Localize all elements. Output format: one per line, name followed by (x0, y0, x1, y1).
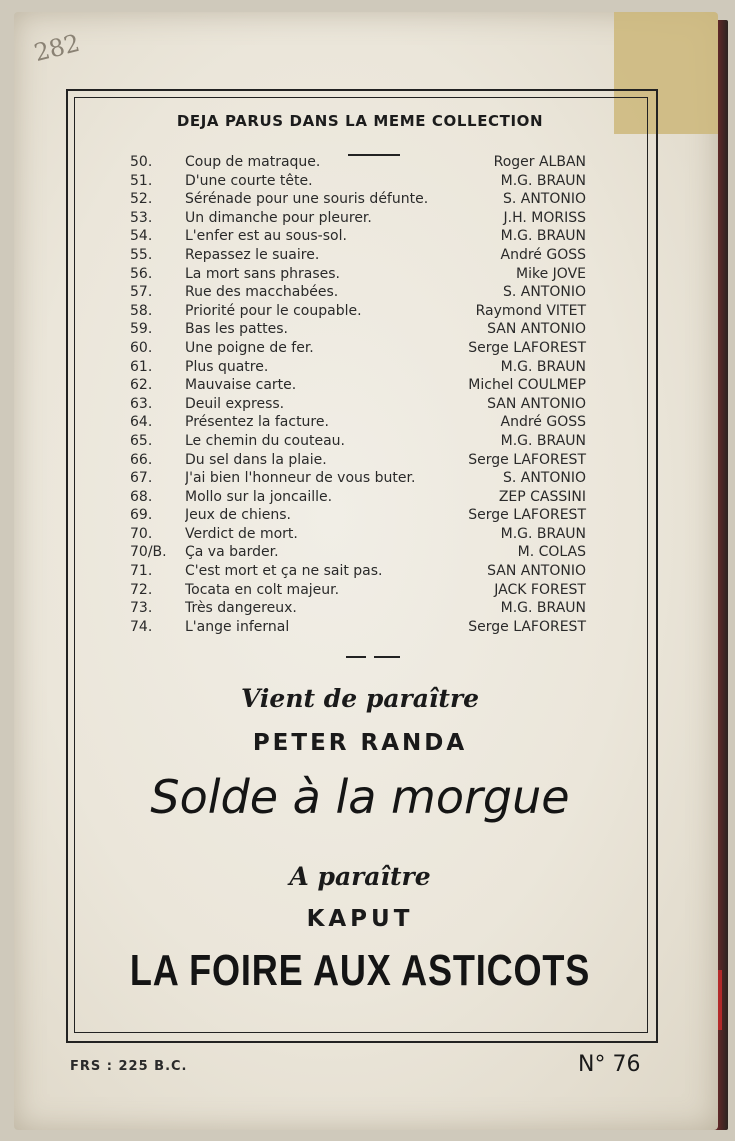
book-title: Mollo sur la joncaille. (185, 488, 333, 505)
book-list-item (130, 618, 586, 637)
book-list-item (130, 339, 586, 358)
book-list-item (130, 153, 586, 172)
book-list-item (130, 599, 586, 618)
book-list-item (130, 451, 586, 470)
book-title: C'est mort et ça ne sait pas. (185, 563, 383, 580)
list-end-rule (346, 656, 366, 658)
book-list-item (130, 543, 586, 562)
book-list-item (130, 227, 586, 246)
book-number: 72. (130, 581, 153, 598)
book-author: Serge LAFOREST (468, 451, 586, 468)
book-number: 71. (130, 563, 153, 580)
book-author: Mike JOVE (516, 265, 586, 282)
book-list-item (130, 376, 586, 395)
book-title: Plus quatre. (185, 358, 269, 375)
book-author: André GOSS (500, 246, 586, 263)
book-number: 56. (130, 265, 153, 282)
book-title: D'une courte tête. (185, 172, 313, 189)
book-author: S. ANTONIO (502, 284, 586, 301)
book-author: SAN ANTONIO (487, 395, 586, 412)
book-author: M.G. BRAUN (500, 228, 586, 245)
book-list-item (130, 320, 586, 339)
book-title: Coup de matraque. (185, 154, 321, 170)
book-author: SAN ANTONIO (487, 563, 586, 580)
book-title: Tocata en colt majeur. (185, 581, 340, 598)
book-title: Du sel dans la plaie. (185, 451, 327, 468)
book-title: L'ange infernal (185, 618, 290, 635)
book-number: 70. (130, 525, 153, 542)
book-number: 50. (130, 154, 153, 170)
book-number: 51. (130, 172, 153, 189)
book-title: Mauvaise carte. (185, 377, 297, 394)
book-list-item (130, 506, 586, 525)
book-author: S. ANTONIO (502, 191, 586, 208)
list-end-rule (374, 656, 400, 658)
book-title: Ça va barder. (185, 544, 279, 561)
book-list-item (130, 302, 586, 321)
book-title: Bas les pattes. (185, 321, 288, 338)
book-number: 64. (130, 414, 153, 431)
book-number: 70/B. (130, 544, 167, 561)
book-title: Présentez la facture. (185, 414, 329, 431)
book-list-item (130, 395, 586, 414)
upcoming-title: LA FOIRE AUX ASTICOTS (129, 946, 591, 995)
book-list-item (130, 525, 586, 544)
book-list-item (130, 488, 586, 507)
just-published-title: Solde à la morgue (150, 770, 570, 824)
book-list-item (130, 358, 586, 377)
book-author: André GOSS (500, 414, 586, 431)
issue-number: N° 76 (578, 1052, 641, 1077)
book-number: 52. (130, 191, 153, 208)
book-number: 57. (130, 284, 153, 301)
book-author: M.G. BRAUN (500, 172, 586, 189)
book-author: S. ANTONIO (502, 470, 586, 487)
book-title: Jeux de chiens. (185, 507, 291, 524)
book-list (130, 153, 586, 636)
book-number: 63. (130, 395, 153, 412)
book-list-item (130, 469, 586, 488)
book-author: M.G. BRAUN (500, 358, 586, 375)
handwritten-scribble: 282 (31, 28, 83, 68)
book-title: L'enfer est au sous-sol. (185, 228, 347, 245)
book-author: M.G. BRAUN (500, 525, 586, 542)
book-title: Rue des macchabées. (185, 284, 339, 301)
book-title: Sérénade pour une souris défunte. (185, 191, 429, 208)
book-title: Verdict de mort. (185, 525, 298, 542)
book-title: Le chemin du couteau. (185, 432, 346, 449)
book-author: M.G. BRAUN (500, 600, 586, 617)
book-author: Serge LAFOREST (468, 618, 586, 635)
book-number: 54. (130, 228, 153, 245)
upcoming-label: A paraître (289, 862, 431, 891)
book-number: 73. (130, 600, 153, 617)
price-label: FRS : 225 B.C. (70, 1059, 188, 1074)
book-list-item (130, 413, 586, 432)
book-number: 61. (130, 358, 153, 375)
book-title: Une poigne de fer. (185, 339, 314, 356)
book-list-item (130, 209, 586, 228)
book-author: J.H. MORISS (503, 209, 586, 226)
book-title: Très dangereux. (185, 600, 297, 617)
book-list-item (130, 283, 586, 302)
book-number: 68. (130, 488, 153, 505)
collection-heading: DEJA PARUS DANS LA MEME COLLECTION (176, 112, 544, 130)
book-author: ZEP CASSINI (498, 488, 586, 505)
book-number: 69. (130, 507, 153, 524)
book-number: 65. (130, 432, 153, 449)
book-title: Deuil express. (185, 395, 285, 412)
book-list-item (130, 190, 586, 209)
book-author: Raymond VITET (475, 302, 586, 319)
just-published-author: PETER RANDA (252, 730, 468, 756)
book-list-item (130, 265, 586, 284)
book-title: Un dimanche pour pleurer. (185, 209, 372, 226)
book-title: La mort sans phrases. (185, 265, 340, 282)
book-author: SAN ANTONIO (487, 321, 586, 338)
book-author: Roger ALBAN (493, 154, 586, 170)
book-author: Serge LAFOREST (468, 507, 586, 524)
book-author: M.G. BRAUN (500, 432, 586, 449)
book-number: 67. (130, 470, 153, 487)
book-title: Priorité pour le coupable. (185, 302, 362, 319)
book-number: 74. (130, 618, 153, 635)
book-author: M. COLAS (517, 544, 586, 561)
book-list-item (130, 246, 586, 265)
book-number: 62. (130, 377, 153, 394)
just-published-label: Vient de paraître (240, 684, 480, 713)
book-list-item (130, 562, 586, 581)
upcoming-author: KAPUT (306, 906, 414, 932)
book-author: JACK FOREST (494, 581, 586, 598)
book-number: 58. (130, 302, 153, 319)
book-number: 53. (130, 209, 153, 226)
book-list-item (130, 432, 586, 451)
book-number: 60. (130, 339, 153, 356)
book-number: 59. (130, 321, 153, 338)
book-author: Michel COULMEP (468, 377, 586, 394)
book-number: 66. (130, 451, 153, 468)
book-title: Repassez le suaire. (185, 246, 320, 263)
book-author: Serge LAFOREST (468, 339, 586, 356)
book-list-item (130, 172, 586, 191)
book-title: J'ai bien l'honneur de vous buter. (185, 470, 416, 487)
book-number: 55. (130, 246, 153, 263)
book-list-item (130, 581, 586, 600)
